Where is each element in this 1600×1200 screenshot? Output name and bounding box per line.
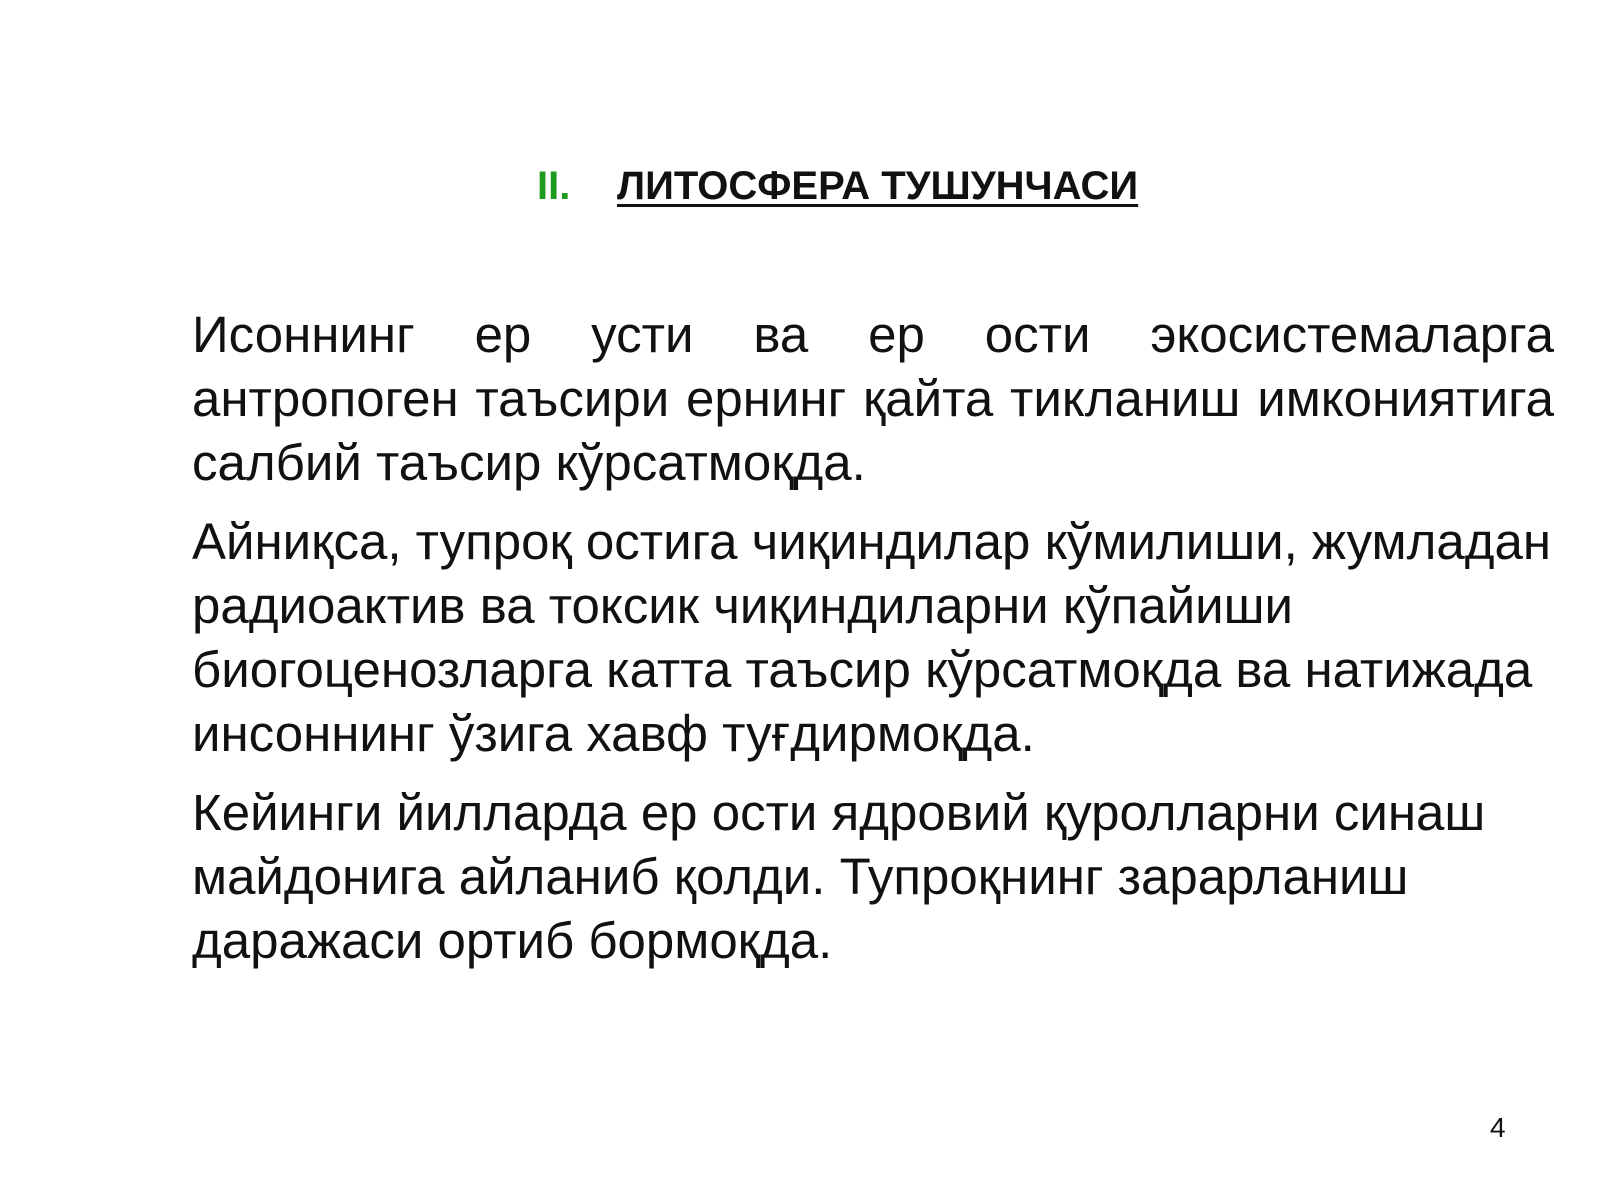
heading-title: ЛИТОСФЕРА ТУШУНЧАСИ: [617, 164, 1139, 208]
page-number: 4: [1490, 1112, 1506, 1143]
paragraph-1: Исоннинг ер усти ва ер ости экосистемаларга антропоген таъсири ернинг қайта тикланиш имкониятига салбий таъсир кўрсатмоқда.: [192, 306, 1554, 491]
slide-heading: [537, 162, 1138, 210]
paragraph-3: Кейинги йилларда ер ости ядровий қуролларни синаш майдонига айланиб қолди. Тупроқнинг зарарланиш даражаси ортиб бормоқда.: [192, 784, 1486, 969]
heading-number: II.: [537, 164, 571, 208]
slide-body: [192, 303, 1554, 988]
paragraph-2: Айниқса, тупроқ остига чиқиндилар кўмилиши, жумладан радиоактив ва токсик чиқиндиларни кўпайиши биогоценозларга катта таъсир кўрсатмоқда ва натижада инсоннинг ўзига хавф туғдирмоқда.: [192, 513, 1552, 762]
